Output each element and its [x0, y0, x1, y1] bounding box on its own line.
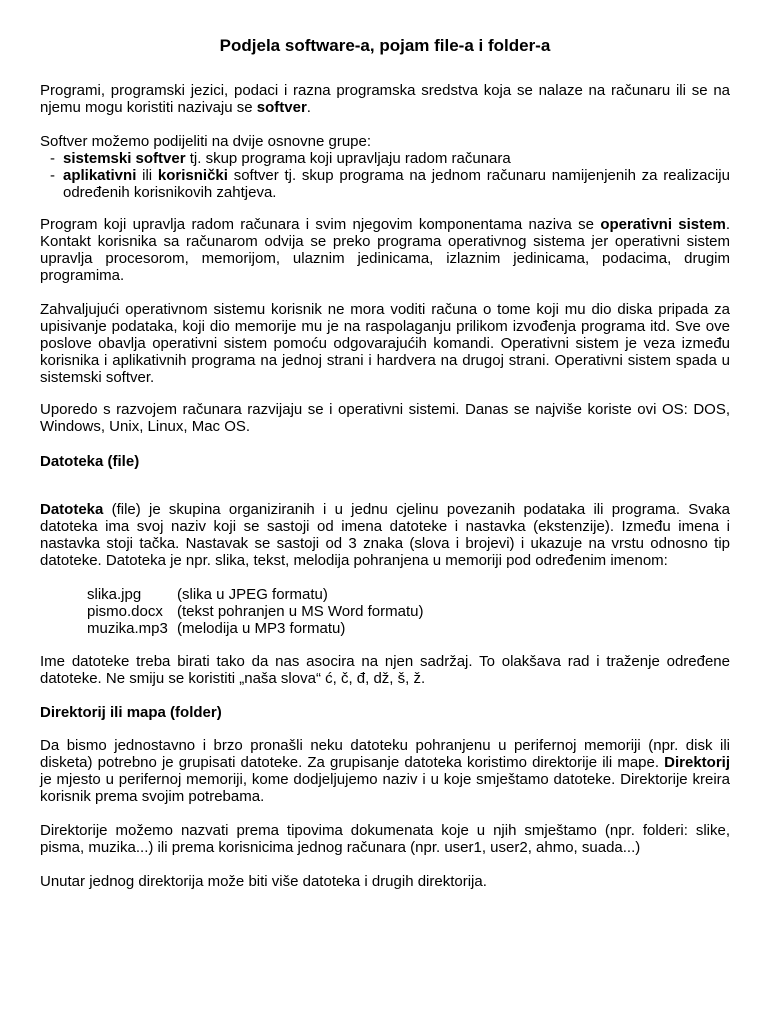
paragraph-text: je mjesto u perifernoj memoriji, kome dodjeljujemo naziv i u koje smještamo datoteke. Direktorije kreira korisnik prema svojim potrebama.	[40, 771, 730, 805]
paragraph-text: .	[306, 99, 311, 116]
paragraph-text: Programi, programski jezici, podaci i razna programska sredstva koja se nalaze na računaru ili se na njemu mogu koristiti nazivaju se	[40, 82, 730, 116]
paragraph-operating-system	[40, 216, 730, 284]
document-title: Podjela software-a, pojam file-a i folder-a	[219, 36, 551, 55]
dash-bullet: -	[50, 167, 55, 184]
section-heading-direktorij: Direktorij ili mapa (folder)	[40, 704, 222, 721]
list-item-text: softver tj. skup programa na jednom računaru namijenjenih za realizaciju određenih korisnikovih zahtjeva.	[63, 167, 730, 201]
file-example-row	[87, 603, 727, 620]
dash-bullet: -	[50, 150, 55, 167]
bold-term-sistemski-softver: sistemski softver	[63, 150, 186, 167]
file-example-row	[87, 586, 727, 603]
bold-term-softver: softver	[256, 99, 307, 116]
paragraph-os-role: Zahvaljujući operativnom sistemu korisnik ne mora voditi računa o tome koji mu dio diska pripada za upisivanje podataka, koji dio memorije mu je na raspolaganju prilikom izvođenja programa itd. Sve ove poslove obavlja operativni sistem pomoću odgovarajućih komandi. Operativni sistem je veza između korisnika i aplikativnih programa na jednoj strani i hardvera na drugoj strani. Operativni sistem spada u sistemski softver.	[40, 301, 730, 386]
paragraph-text: Program koji upravlja radom računara i svim njegovim komponentama naziva se	[40, 216, 601, 233]
bold-term-korisnicki: korisnički	[157, 167, 228, 184]
file-example-name: pismo.docx	[87, 603, 163, 620]
file-example-description: (slika u JPEG formatu)	[177, 586, 328, 603]
paragraph-text: (file) je skupina organiziranih i u jednu cjelinu povezanih podataka ili programa. Svaka datoteka ima svoj naziv koji se sastoji od imena datoteke i nastavka (ekstenzije). Između imena i nastavka stoji tačka. Nastavak se sastoji od 3 znaka (slova i brojevi) i ukazuje na vrstu odnosno tip datoteke. Datoteka je npr. slika, tekst, melodija pohranjena u memoriji pod određenim imenom:	[40, 501, 730, 569]
file-examples-list	[87, 586, 727, 637]
file-example-row	[87, 620, 727, 637]
bold-term-datoteka: Datoteka	[40, 501, 104, 518]
file-example-name: muzika.mp3	[87, 620, 168, 637]
file-example-name: slika.jpg	[87, 586, 142, 603]
section-heading-datoteka: Datoteka (file)	[40, 453, 140, 470]
paragraph-file-naming: Ime datoteke treba birati tako da nas asocira na njen sadržaj. To olakšava rad i traženje određene datoteke. Ne smiju se koristiti „naša slova“ ć, č, đ, dž, š, ž.	[40, 653, 730, 687]
list-item-text: ili	[136, 167, 158, 184]
file-example-description: (tekst pohranjen u MS Word formatu)	[177, 603, 424, 620]
bold-term-aplikativni: aplikativni	[63, 167, 137, 184]
paragraph-datoteka-definition	[40, 501, 730, 569]
list-item	[40, 167, 730, 201]
list-item	[40, 150, 730, 167]
paragraph-direktorij-naming: Direktorije možemo nazvati prema tipovima dokumenata koje u njih smještamo (npr. folderi: slike, pisma, muzika...) ili prema korisnicima jednog računara (npr. user1, user2, ahmo, suada...)	[40, 822, 730, 856]
software-groups-section	[40, 133, 730, 201]
paragraph-software-definition	[40, 82, 730, 116]
software-groups-list	[40, 150, 730, 201]
bold-term-operativni-sistem: operativni sistem	[600, 216, 726, 233]
list-item-text: tj. skup programa koji upravljaju radom računara	[185, 150, 511, 167]
paragraph-text: Da bismo jednostavno i brzo pronašli neku datoteku pohranjenu u perifernoj memoriji (npr. disk ili disketa) potrebno je grupisati datoteke. Za grupisanje datoteka koristimo direktorije ili mape.	[40, 737, 730, 771]
paragraph-text: . Kontakt korisnika sa računarom odvija se preko programa operativnog sistema jer operativni sistem upravlja procesorom, memorijom, ulaznim jedinicama, izlaznim jedinicama, podacima, drugim programima.	[40, 216, 730, 284]
paragraph-os-list: Uporedo s razvojem računara razvijaju se i operativni sistemi. Danas se najviše koriste ovi OS: DOS, Windows, Unix, Linux, Mac OS.	[40, 401, 730, 435]
bold-term-direktorij: Direktorij	[664, 754, 730, 771]
groups-intro: Softver možemo podijeliti na dvije osnovne grupe:	[40, 133, 372, 150]
file-example-description: (melodija u MP3 formatu)	[177, 620, 346, 637]
paragraph-direktorij-definition	[40, 737, 730, 805]
paragraph-direktorij-nesting: Unutar jednog direktorija može biti više datoteka i drugih direktorija.	[40, 873, 487, 890]
